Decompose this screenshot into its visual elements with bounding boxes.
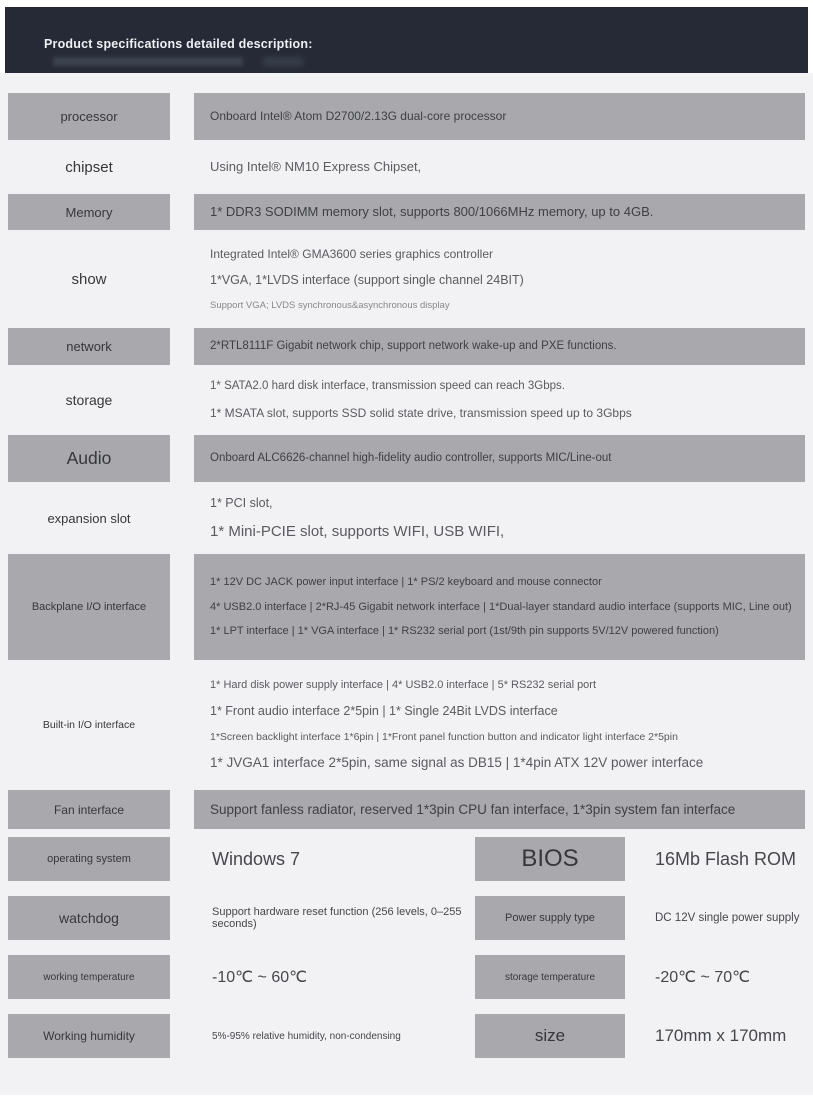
spec-line: 1* DDR3 SODIMM memory slot, supports 800/1066MHz memory, up to 4GB. — [210, 204, 654, 220]
spec-label-chipset: chipset — [65, 158, 113, 176]
bottom-spec-grid — [8, 837, 805, 1058]
spec-line: 1* LPT interface | 1* VGA interface | 1* RS232 serial port (1st/9th pin supports 5V/12V powered function) — [210, 625, 719, 638]
spec-line: 1* Front audio interface 2*5pin | 1* Single 24Bit LVDS interface — [210, 703, 558, 718]
spec-row-audio — [8, 435, 805, 482]
label-watchdog: watchdog — [8, 896, 170, 940]
bottom-row-os-bios — [8, 837, 805, 881]
spec-line: Support VGA; LVDS synchronous&asynchronous display — [210, 299, 450, 311]
label-storage-temperature: storage temperature — [475, 955, 625, 999]
spec-value-storage — [194, 370, 805, 430]
spec-row-chipset — [8, 145, 805, 189]
value-size: 170mm x 170mm — [655, 1026, 787, 1045]
value-working-humidity: 5%-95% relative humidity, non-condensing — [212, 1030, 401, 1042]
header-band — [0, 0, 813, 73]
spec-value-fan-interface — [194, 790, 805, 829]
bottom-row-temperatures — [8, 955, 805, 999]
spec-row-backplane-io — [8, 554, 805, 660]
spec-value-backplane-io — [194, 554, 805, 660]
spec-line: 1* MSATA slot, supports SSD solid state drive, transmission speed up to 3Gbps — [210, 405, 632, 420]
spec-line: 2*RTL8111F Gigabit network chip, support network wake-up and PXE functions. — [210, 339, 617, 352]
spec-label-network: network — [8, 328, 170, 365]
spec-line: Onboard Intel® Atom D2700/2.13G dual-core processor — [210, 109, 507, 124]
spec-label-storage: storage — [65, 392, 113, 408]
spec-label-fan-interface: Fan interface — [8, 790, 170, 829]
header-bar — [5, 7, 808, 73]
spec-row-fan-interface — [8, 790, 805, 829]
spec-line: 1* Mini-PCIE slot, supports WIFI, USB WIFI, — [210, 522, 505, 540]
spec-row-show — [8, 235, 805, 323]
spec-row-network — [8, 328, 805, 365]
spec-value-chipset — [194, 145, 805, 189]
spec-line: 4* USB2.0 interface | 2*RJ-45 Gigabit network interface | 1*Dual-layer standard audio interface (supports MIC, Line out) — [210, 600, 792, 613]
spec-row-storage — [8, 370, 805, 430]
spec-line: 1* JVGA1 interface 2*5pin, same signal as DB15 | 1*4pin ATX 12V power interface — [210, 755, 704, 771]
spec-line: 1* Hard disk power supply interface | 4* USB2.0 interface | 5* RS232 serial port — [210, 678, 597, 691]
bottom-row-humidity-size — [8, 1014, 805, 1058]
spec-value-builtin-io — [194, 665, 805, 785]
spec-label-memory: Memory — [8, 194, 170, 230]
spec-value-processor — [194, 93, 805, 140]
bottom-row-watchdog-power — [8, 896, 805, 940]
spec-value-expansion-slot — [194, 487, 805, 549]
spec-line: Onboard ALC6626-channel high-fidelity audio controller, supports MIC/Line-out — [210, 451, 612, 464]
spec-label-builtin-io: Built-in I/O interface — [42, 719, 136, 731]
value-power-supply-type: DC 12V single power supply — [655, 912, 800, 924]
spec-row-expansion-slot — [8, 487, 805, 549]
spec-line: 1* SATA2.0 hard disk interface, transmission speed can reach 3Gbps. — [210, 380, 565, 393]
spec-value-show — [194, 235, 805, 323]
label-bios: BIOS — [475, 837, 625, 881]
spec-row-processor — [8, 93, 805, 140]
label-power-supply-type: Power supply type — [475, 896, 625, 940]
spec-value-network — [194, 328, 805, 365]
spec-value-memory — [194, 194, 805, 230]
spec-label-audio: Audio — [8, 435, 170, 482]
value-working-temperature: -10℃ ~ 60℃ — [212, 969, 308, 986]
label-working-humidity: Working humidity — [8, 1014, 170, 1058]
spec-label-expansion-slot: expansion slot — [47, 510, 131, 526]
spec-table — [0, 73, 813, 829]
spec-row-memory — [8, 194, 805, 230]
spec-line: 1*Screen backlight interface 1*6pin | 1*Front panel function button and indicator light interface 2*5pin — [210, 730, 678, 743]
page-title: Product specifications detailed description: — [44, 37, 313, 51]
spec-line: Integrated Intel® GMA3600 series graphics controller — [210, 246, 493, 261]
spec-label-processor: processor — [8, 93, 170, 140]
spec-line: 1* PCI slot, — [210, 495, 273, 510]
spec-row-builtin-io — [8, 665, 805, 785]
spec-label-backplane-io: Backplane I/O interface — [8, 554, 170, 660]
spec-label-show: show — [71, 270, 107, 288]
spec-line: 1* 12V DC JACK power input interface | 1* PS/2 keyboard and mouse connector — [210, 575, 602, 588]
spec-line: Support fanless radiator, reserved 1*3pin CPU fan interface, 1*3pin system fan interface — [210, 801, 736, 817]
label-operating-system: operating system — [8, 837, 170, 881]
spec-line: 1*VGA, 1*LVDS interface (support single channel 24BIT) — [210, 273, 524, 288]
value-storage-temperature: -20℃ ~ 70℃ — [655, 969, 751, 986]
label-working-temperature: working temperature — [8, 955, 170, 999]
value-operating-system: Windows 7 — [212, 848, 301, 869]
faded-subtitle-smudge — [53, 57, 243, 66]
bottom-white-strip — [0, 1095, 813, 1106]
spec-value-audio — [194, 435, 805, 482]
value-bios: 16Mb Flash ROM — [655, 848, 797, 869]
label-size: size — [475, 1014, 625, 1058]
spec-line: Using Intel® NM10 Express Chipset, — [210, 159, 422, 175]
value-watchdog: Support hardware reset function (256 levels, 0–255 seconds) — [212, 906, 462, 930]
